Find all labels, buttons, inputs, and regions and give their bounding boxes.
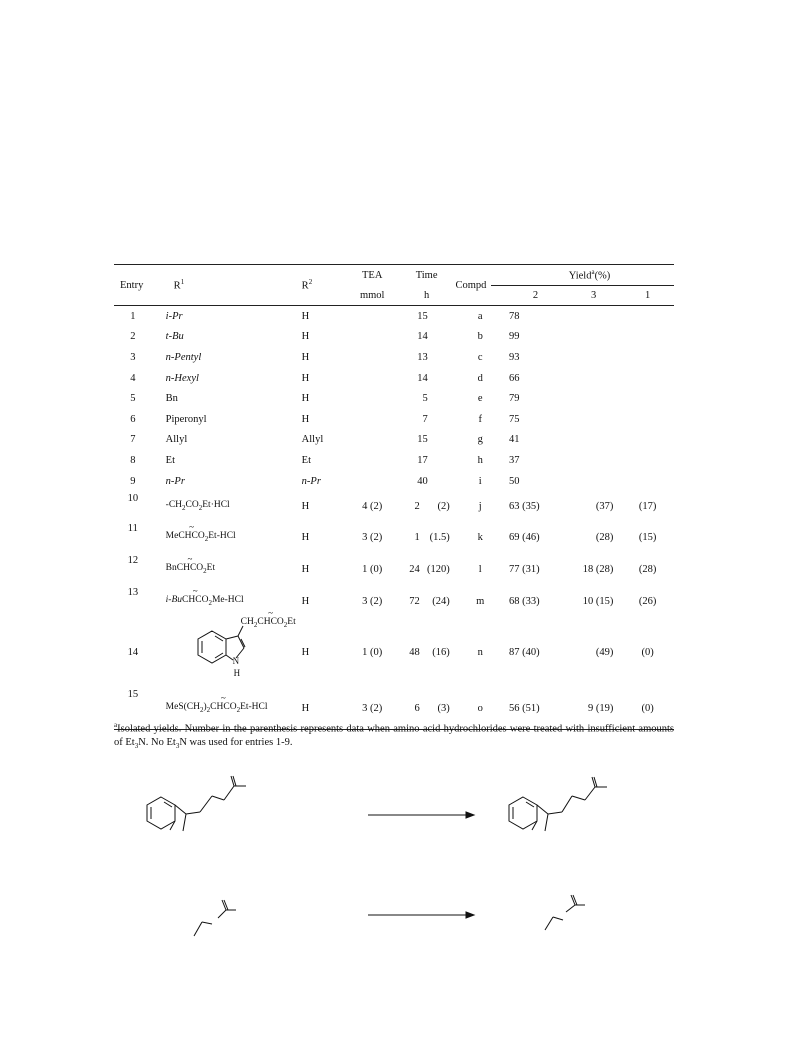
cell-time: 2 (2) [414, 500, 450, 512]
cell-yield-2: 79 [509, 393, 520, 405]
cell-time: 7 [422, 413, 428, 425]
cell-compd: e [477, 393, 483, 405]
cell-yield-2: 93 [509, 351, 520, 363]
cell-compd: k [477, 531, 483, 543]
cell-tea: 1 (0) [362, 646, 383, 658]
header-r2: $R^2$ [301, 278, 313, 292]
cell-yield-3: (49) [595, 646, 614, 658]
cell-r1: Allyl [165, 434, 188, 446]
cell-entry: 10 [127, 493, 139, 505]
header-time: Time [415, 269, 438, 281]
header-r1: $R^1$ [173, 278, 185, 292]
cell-r2: Et [301, 454, 312, 466]
cell-yield-2: 87 (40) [509, 646, 540, 658]
cell-yield-1: (15) [638, 531, 657, 543]
arrow-head-icon [466, 812, 474, 818]
cell-yield-1: (28) [638, 563, 657, 575]
cell-yield-2: 37 [509, 454, 520, 466]
cell-yield-3: (37) [595, 500, 614, 512]
header-tea: TEA [362, 269, 383, 281]
header-yield-2: 2 [532, 290, 539, 301]
product-indole-structure-icon [509, 777, 607, 831]
cell-yield-2: 63 (35) [509, 500, 540, 512]
cell-r1: i-Pr [165, 310, 183, 322]
cell-yield-2: 99 [509, 331, 520, 343]
cell-r2: H [301, 595, 310, 607]
header-yield-3: 3 [591, 290, 597, 301]
cell-r2: H [301, 531, 310, 543]
indole-hydrogen: H [233, 668, 241, 679]
cell-yield-2: 50 [509, 475, 520, 487]
cell-r1: $-CH_2CO_2Et\cdot HCl$ [165, 500, 230, 513]
cell-compd: a [477, 310, 483, 322]
cell-r1: Me~ $CHCO_2Et$-HCl [152, 521, 302, 553]
table-footnote: $^a$Isolated yields. Number in the parenthesis represents data when amino acid hydrochlorides were treated with insufficient amounts of $Et_3N$. No $Et_3N$ was used for entries 1-9. [114, 721, 674, 750]
cell-time: 14 [417, 372, 428, 384]
cell-time: 72 (24) [409, 595, 450, 607]
cell-compd: o [477, 702, 483, 714]
cell-time: 15 [417, 310, 428, 322]
header-compd: Compd [455, 265, 505, 306]
cell-entry: 8 [130, 454, 136, 466]
cell-yield-3: 9 (19) [587, 702, 614, 714]
header-time-unit: h [423, 289, 430, 301]
cell-yield-2: 56 (51) [509, 702, 540, 714]
scheme-row-1 [147, 776, 607, 831]
cell-compd: d [477, 372, 483, 384]
cell-entry: 4 [130, 372, 136, 384]
cell-entry: 3 [130, 351, 136, 363]
cell-r2: H [301, 563, 310, 575]
cell-yield-2: 69 (46) [509, 531, 540, 543]
cell-r1: Bn~ $CHCO_2Et$ [152, 553, 302, 585]
cell-entry: 14 [127, 646, 139, 658]
cell-r1: Bn [165, 393, 178, 405]
cell-yield-3: 10 (15) [582, 595, 614, 607]
cell-entry: 7 [130, 434, 136, 446]
header-yield-1: 1 [645, 290, 651, 301]
cell-compd: f [478, 413, 482, 425]
cell-r2: H [301, 646, 310, 658]
cell-entry: 6 [130, 413, 136, 425]
cell-tea: 1 (0) [362, 563, 383, 575]
arrow-head-icon [466, 912, 474, 918]
cell-yield-2: 68 (33) [509, 595, 540, 607]
header-yield: Yield$^a$(%) [505, 265, 674, 286]
cell-yield-2: 75 [509, 413, 520, 425]
cell-compd: i [478, 475, 482, 487]
cell-time: 5 [422, 393, 428, 405]
cell-r2: H [301, 413, 310, 425]
cell-yield-2: 66 [509, 372, 520, 384]
cell-r2: H [301, 351, 310, 363]
reactant-fragment-icon [194, 900, 236, 936]
cell-tea: 3 (2) [362, 531, 383, 543]
cell-r1: n-Pr [165, 475, 185, 487]
cell-yield-1: (26) [638, 595, 657, 607]
cell-yield-3: 18 (28) [582, 563, 614, 575]
cell-entry: 9 [130, 475, 136, 487]
cell-entry: 11 [127, 523, 138, 535]
cell-r1: Piperonyl [165, 413, 207, 425]
cell-r1: n-Hexyl [165, 372, 199, 384]
cell-yield-1: (0) [641, 702, 654, 714]
cell-r2: H [301, 310, 310, 322]
cell-compd: m [476, 595, 485, 607]
cell-entry: 15 [127, 689, 139, 701]
cell-yield-3: (28) [595, 531, 614, 543]
cell-time: 14 [417, 331, 428, 343]
cell-time: 13 [417, 351, 428, 363]
cell-time: 40 [417, 475, 428, 487]
cell-time: 48 (16) [409, 646, 450, 658]
cell-r1: i-Bu~ $CHCO_2Me$-HCl [152, 585, 302, 617]
cell-compd: g [477, 434, 483, 446]
cell-compd: l [478, 563, 482, 575]
cell-tea: 4 (2) [362, 500, 383, 512]
scheme-row-2 [194, 895, 585, 936]
cell-r2: Allyl [301, 434, 324, 446]
cell-entry: 5 [130, 393, 136, 405]
cell-compd: n [477, 646, 483, 658]
cell-yield-2: 77 (31) [509, 563, 540, 575]
cell-r2: H [301, 331, 310, 343]
cell-r2: H [301, 372, 310, 384]
cell-time: 17 [417, 454, 428, 466]
cell-r2: H [301, 702, 310, 714]
cell-r2: n-Pr [301, 475, 321, 487]
cell-tea: 3 (2) [362, 595, 383, 607]
header-entry: Entry [120, 279, 144, 291]
cell-entry: 13 [127, 587, 139, 599]
cell-compd: b [477, 331, 483, 343]
cell-time: 6 (3) [414, 702, 450, 714]
cell-time: 1 (1.5) [414, 531, 450, 543]
cell-r1: n-Pentyl [165, 351, 202, 363]
cell-time: 24 (120) [409, 563, 450, 575]
product-fragment-icon [545, 895, 585, 930]
cell-r1: t-Bu [165, 331, 184, 343]
cell-time: 15 [417, 434, 428, 446]
cell-yield-1: (17) [638, 500, 657, 512]
cell-compd: h [477, 454, 483, 466]
cell-r1: $MeS(CH_2)_2\sim$ $CHCO_2Et$-HCl [152, 687, 302, 730]
cell-r1-substituent: $CH_2\sim$ $CHCO_2Et$ [241, 617, 296, 629]
indole-nitrogen: N [232, 656, 240, 667]
cell-r2: H [301, 393, 310, 405]
cell-yield-1: (0) [641, 646, 654, 658]
header-tea-unit: mmol [359, 289, 385, 301]
reactant-indole-structure-icon [147, 776, 246, 831]
cell-tea: 3 (2) [362, 702, 383, 714]
cell-r2: H [301, 500, 310, 512]
cell-yield-2: 78 [509, 310, 520, 322]
cell-entry: 12 [127, 555, 139, 567]
cell-r1: Et [165, 454, 176, 466]
cell-entry: 1 [130, 310, 136, 322]
cell-entry: 2 [130, 331, 136, 343]
cell-compd: c [477, 351, 483, 363]
cell-compd: j [478, 500, 482, 512]
cell-yield-2: 41 [509, 434, 520, 446]
